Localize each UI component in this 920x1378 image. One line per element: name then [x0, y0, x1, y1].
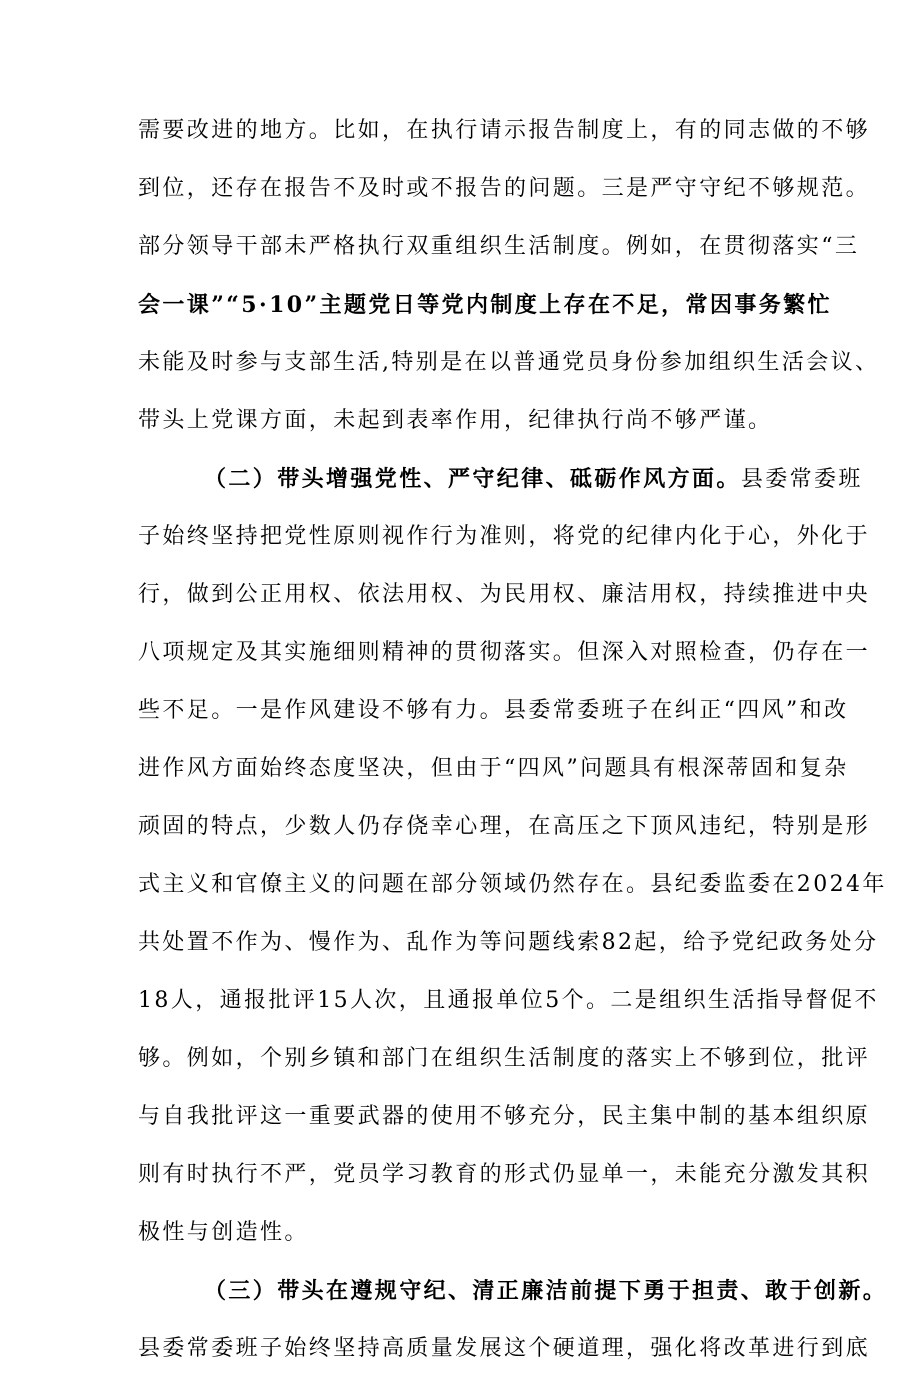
text-line: 到位，还存在报告不及时或不报告的问题。三是严守守纪不够规范。	[138, 176, 871, 201]
text-run: 县委常委班	[740, 467, 863, 492]
section-heading: （二）带头增强党性、严守纪律、砥砺作风方面。	[204, 466, 741, 492]
text-line: 进作风方面始终态度坚决，但由于“四风”问题具有根深蒂固和复杂	[138, 756, 849, 781]
section-heading-line	[138, 450, 863, 508]
text-line: 部分领导干部未严格执行双重组织生活制度。例如，在贯彻落实“三	[138, 234, 860, 259]
text-line: 八项规定及其实施细则精神的贯彻落实。但深入对照检查，仍存在一	[138, 640, 871, 665]
text-line: 行，做到公正用权、依法用权、为民用权、廉洁用权，持续推进中央	[138, 582, 871, 607]
text-line: 会一课”“5·10”主题党日等党内制度上存在不足，常因事务繁忙	[138, 292, 832, 318]
text-line: 县委常委班子始终坚持高质量发展这个硬道理，强化将改革进行到底	[138, 1336, 871, 1361]
text-line: 未能及时参与支部生活,特别是在以普通党员身份参加组织生活会议、	[138, 350, 880, 375]
paragraph-3	[138, 1262, 888, 1378]
text-line: 共处置不作为、慢作为、乱作为等问题线索82起，给予党纪政务处分	[138, 930, 879, 955]
text-line: 需要改进的地方。比如，在执行请示报告制度上，有的同志做的不够	[138, 118, 871, 143]
text-line: 子始终坚持把党性原则视作行为准则，将党的纪律内化于心，外化于	[138, 524, 871, 549]
text-line: 够。例如，个别乡镇和部门在组织生活制度的落实上不够到位，批评	[138, 1046, 871, 1071]
text-line: 些不足。一是作风建设不够有力。县委常委班子在纠正“四风”和改	[138, 698, 849, 723]
section-heading: （三）带头在遵规守纪、清正廉洁前提下勇于担责、敢于创新。	[204, 1278, 888, 1304]
text-line: 极性与创造性。	[138, 1220, 309, 1245]
text-line: 18人，通报批评15人次，且通报单位5个。二是组织生活指导督促不	[138, 988, 879, 1013]
paragraph-1	[138, 102, 880, 450]
document-page	[138, 102, 888, 1378]
text-line: 带头上党课方面，未起到表率作用，纪律执行尚不够严谨。	[138, 408, 773, 433]
text-line: 则有时执行不严，党员学习教育的形式仍显单一，未能充分激发其积	[138, 1162, 871, 1187]
text-line: 与自我批评这一重要武器的使用不够充分，民主集中制的基本组织原	[138, 1104, 871, 1129]
paragraph-2	[138, 450, 887, 1262]
text-line: 顽固的特点，少数人仍存侥幸心理，在高压之下顶风违纪，特别是形	[138, 814, 871, 839]
text-line: 式主义和官僚主义的问题在部分领域仍然存在。县纪委监委在2024年	[138, 872, 887, 897]
